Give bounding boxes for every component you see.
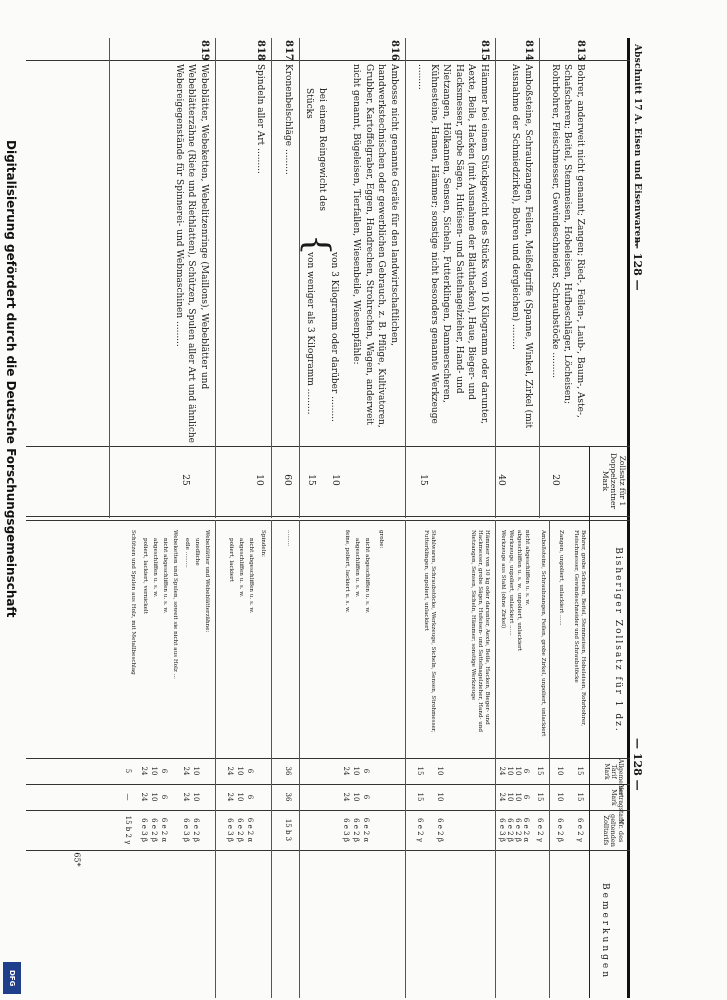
- old-rate-text: Werkzeuge, unpoliert, unlackiert ......: [508, 530, 514, 636]
- old-rate-text: nicht abgeschliffen u. s. w.: [524, 530, 530, 606]
- old-treaty-rate: 24: [342, 792, 350, 802]
- old-treaty-rate: 15: [416, 792, 424, 802]
- old-treaty-rate: 10: [506, 792, 514, 802]
- old-rate-text: abgeschliffen u. s. w.: [152, 538, 158, 598]
- duty-rate: 25: [180, 474, 190, 486]
- old-general-rate: 6: [246, 768, 254, 774]
- old-tariff-number: 6 e 2 β: [514, 818, 522, 842]
- old-general-rate: 15: [576, 766, 584, 776]
- old-general-rate: 10: [514, 766, 522, 776]
- tariff-number: 816: [389, 40, 400, 61]
- old-treaty-rate: 36: [284, 792, 292, 802]
- item-description: Spindeln aller Art .........: [255, 64, 265, 174]
- old-general-rate: 24: [182, 766, 190, 776]
- subitem-bracket: von 3 Kilogramm oder darüber .........: [329, 252, 339, 422]
- old-tariff-number: 6 e 3 β: [226, 818, 234, 842]
- rotated-tariff-table: [26, 38, 646, 998]
- old-rate-text: Werkzeuge aus Stahl (ohne Zirkel): [500, 530, 506, 629]
- old-rate-text: unedliche: [194, 538, 200, 566]
- duty-rate: 10: [330, 474, 340, 486]
- old-tariff-number: 6 e 3 β: [498, 818, 506, 842]
- old-general-rate: 5: [124, 768, 132, 774]
- tariff-number: 818: [255, 40, 266, 61]
- old-tariff-number: 6 e 3 β: [342, 818, 350, 842]
- digitization-credit: Digitalisierung gefördert durch die Deutsche Forschungsgemeinschaft: [4, 140, 18, 618]
- old-treaty-rate: —: [124, 793, 132, 801]
- old-rate-text: Bohrer, grobe Scheren, Beitel, Stemmeisen, Hobeleisen, Rohrbohrer, Fleischmesser, Gewindeschneider und Schraubstöcke: [572, 530, 586, 727]
- old-rate-text: edle .........: [184, 538, 190, 568]
- old-treaty-rate: 24: [140, 792, 148, 802]
- old-general-rate: 10: [556, 766, 564, 776]
- running-head: Abschnitt 17 A. Eisen und Eisenwaren.: [632, 44, 642, 247]
- old-general-rate: 10: [150, 766, 158, 776]
- old-rate-text: abgeschliffen u. s. w.: [238, 538, 244, 598]
- old-treaty-rate: 10: [556, 792, 564, 802]
- old-treaty-rate: 15: [576, 792, 584, 802]
- old-general-rate: 36: [284, 766, 292, 776]
- old-general-rate: 6: [522, 768, 530, 774]
- old-general-rate: 15: [416, 766, 424, 776]
- old-tariff-number: 6 e 3 β: [140, 818, 148, 842]
- old-tariff-number: 6 e 2 β: [236, 818, 244, 842]
- old-tariff-number: 6 e 2 β: [192, 818, 200, 842]
- tariff-number: 813: [575, 40, 586, 61]
- tariff-number: 815: [479, 40, 490, 61]
- duty-rate: 10: [254, 474, 264, 486]
- old-rate-text: Stahlwaren, Schraubstöcke, Werkzeuge, Sicheln, Sensen, Strohmesser, Futterklingen, unpoliert, unlackiert: [422, 530, 436, 733]
- old-tariff-number: 6 e 2 β: [556, 818, 564, 842]
- old-rate-text: nicht abgeschliffen u. s. w.: [162, 538, 168, 614]
- old-tariff-number: 6 e 2 β: [352, 818, 360, 842]
- old-general-rate: 15: [536, 766, 544, 776]
- old-rate-text: abgeschliffen u. s. w., unpoliert, unlackiert: [516, 530, 522, 652]
- old-treaty-rate: 15: [536, 792, 544, 802]
- old-rate-text: abgeschliffen u. s. w.: [354, 538, 360, 598]
- bracket: {: [297, 234, 337, 256]
- old-tariff-number: 6 e 2 α: [246, 817, 254, 843]
- old-tariff-number: 6 e 2 α: [362, 817, 370, 843]
- tariff-number: 817: [283, 40, 294, 61]
- tariff-number-header: Nr. des geltenden Zolltarifs: [602, 814, 625, 847]
- old-treaty-rate: 10: [514, 792, 522, 802]
- old-treaty-rate: 6: [362, 794, 370, 800]
- old-general-rate: 10: [236, 766, 244, 776]
- old-treaty-rate: 6: [522, 794, 530, 800]
- duty-rate: 40: [496, 474, 506, 486]
- page-number-right: — 128 —: [631, 738, 644, 791]
- old-treaty-rate: 10: [192, 792, 200, 802]
- old-tariff-number: 15 b 2 γ: [124, 815, 132, 845]
- old-tariff-number: 6 e 2 γ: [536, 818, 544, 842]
- old-general-rate: 24: [140, 766, 148, 776]
- old-rate-text: grobe:: [378, 530, 384, 549]
- old-rate-text: Webeketten und Spulen, soweit sie nicht aus Holz ...: [172, 530, 178, 679]
- old-tariff-number: 6 e 3 β: [182, 818, 190, 842]
- old-treaty-rate: 24: [226, 792, 234, 802]
- old-rate-text: nicht abgeschliffen u. s. w.: [248, 538, 254, 614]
- old-treaty-rate: 10: [436, 792, 444, 802]
- folio-mark: 65*: [72, 852, 82, 867]
- old-treaty-rate: 6: [246, 794, 254, 800]
- old-treaty-rate: 24: [182, 792, 190, 802]
- old-treaty-rate: 10: [352, 792, 360, 802]
- item-description: Kronenbelschläge .........: [283, 64, 293, 175]
- old-tariff-number: 6 e 2 α: [522, 817, 530, 843]
- old-rate-text: .........: [286, 530, 292, 547]
- duty-rate: 15: [306, 474, 316, 486]
- item-description: Bohrer, anderweit nicht genannt; Zangen; Ried-, Feilen-, Laub-, Baum-, Aste-, Schafscheren; Beitel, Stemmeisen, Hobeleisen, Hufbeschläger, Löcheisen; Rohrbohrer, Fleischmesser, Gewindeschneider, Schraubstöcke .........: [550, 64, 585, 418]
- old-rate-text: Hämmer von 10 kg oder darunter, Aexte, Beile, Hacken, Bieger- und Hackmesser, grobe Sägen, Hufeisen- und Sattelnagelzieher, Hand- und Nietzangen, Sensen, Sicheln, Hämmer; sonstige Werkzeuge: [469, 530, 490, 732]
- item-description: Webeblätter, Webeketten, Webelitzenringe (Maillons), Webeblätter und Webeblätterzähne (Riete und Riethlatten), Schützen, Spulen aller Art und ähnliche Webereigegenstände für Spinnerei- und Webmaschinen .........: [174, 64, 209, 443]
- item-description: Hämmer bei einem Stückgewicht des Stücks von 10 Kilogramm oder darunter, Aexte, Beile, Hacken (mit Ausnahme der Blatthacken), Haue, Bieger- und Hacksmesser, grobe Sägen, Hufeisen- und Sattelnagelzieher, Hand- und Nietzangen, Hölkannen, Sensen, Sicheln, Futterklingen, Dammerscheren, Kühnesteine, Hamen, Hämmer; sonstige nicht besonders genannte Werkzeuge .........: [416, 64, 489, 425]
- old-tariff-number: 6 e 2 α: [160, 817, 168, 843]
- item-description: Amboßsteine, Schraubzangen, Feilen, Meißelgriffe (Spanne, Winkel, Zirkel (mit Ausnahme der Schmiedzirkel), Bohren und dergleichen) .........: [510, 64, 533, 429]
- old-rate-text: poliert, lackiert, vernickelt: [142, 538, 148, 614]
- old-general-rate: 10: [436, 766, 444, 776]
- page-number-left: — 128 —: [631, 238, 644, 291]
- old-treaty-rate: 6: [160, 794, 168, 800]
- old-rate-text: nicht abgeschliffen u. s. w.: [364, 538, 370, 614]
- subitem-text: bei einem Reingewicht des Stücks: [304, 88, 327, 212]
- duty-rate: 60: [282, 474, 292, 486]
- old-rate-text: feine, poliert, lackiert u. s. w.: [344, 530, 350, 613]
- old-tariff-number: 6 e 2 β: [150, 818, 158, 842]
- old-rate-text: Zangen, unpoliert, unlackiert ......: [558, 530, 564, 626]
- old-rate-column-header: Bisheriger Zollsatz für 1 dz.: [613, 547, 623, 733]
- old-general-rate: 6: [160, 768, 168, 774]
- general-tariff-header: Allgemeiner Tarif Mark: [603, 759, 624, 797]
- dfg-logo: DFG: [3, 962, 21, 994]
- duty-rate: 15: [418, 474, 428, 486]
- old-general-rate: 10: [192, 766, 200, 776]
- old-treaty-rate: 24: [498, 792, 506, 802]
- old-tariff-number: 6 e 2 β: [436, 818, 444, 842]
- old-general-rate: 24: [342, 766, 350, 776]
- remarks-header: Bemerkungen: [600, 883, 610, 981]
- duty-rate: 20: [550, 474, 560, 486]
- subitem-bracket: von weniger als 3 Kilogramm .........: [305, 252, 315, 415]
- old-general-rate: 10: [352, 766, 360, 776]
- tariff-number: 819: [199, 40, 210, 61]
- old-tariff-number: 6 e 2 γ: [416, 818, 424, 842]
- old-general-rate: 10: [506, 766, 514, 776]
- old-rate-text: poliert, lackiert: [228, 538, 234, 582]
- old-rate-text: Schützen und Spulen aus Holz, mit Metallbeschlag: [130, 530, 136, 675]
- treaty-tariff-header: Vertragstarif Mark: [610, 785, 624, 824]
- old-tariff-number: 6 e 2 γ: [576, 818, 584, 842]
- tariff-number: 814: [523, 40, 534, 61]
- rate-column-header: Zollsatz für 1 Doppelzentner Mark: [601, 452, 627, 510]
- old-general-rate: 24: [498, 766, 506, 776]
- old-rate-text: Webeblätter und Webeblätterzähne:: [204, 530, 210, 633]
- old-tariff-number: 6 e 2 β: [506, 818, 514, 842]
- item-description: Ambosse nicht genannte Geräte für den landwirtschaftlichen, handwerkstechnischen oder gewerblichen Gebrauch, z. B. Pflüge, Kultivatoren, Grubber, Kartoffelgraber, Eggen, Handrechen, Strohrechen, Wagen, anderweit nicht genannt, Bügeleisen, Tierfallen, Wiesenbeile, Wiesenpfähle:: [351, 64, 399, 428]
- old-rate-text: Spindeln:: [260, 530, 266, 557]
- old-tariff-number: 15 b 3: [284, 818, 292, 842]
- old-treaty-rate: 10: [236, 792, 244, 802]
- old-general-rate: 24: [226, 766, 234, 776]
- old-rate-text: Amboßsteine, Schraubzangen, Feilen, grobe Zirkel, unpoliert, unlackiert: [540, 530, 546, 737]
- old-treaty-rate: 10: [150, 792, 158, 802]
- old-general-rate: 6: [362, 768, 370, 774]
- header-rule: [589, 446, 590, 998]
- top-rule: [627, 38, 630, 998]
